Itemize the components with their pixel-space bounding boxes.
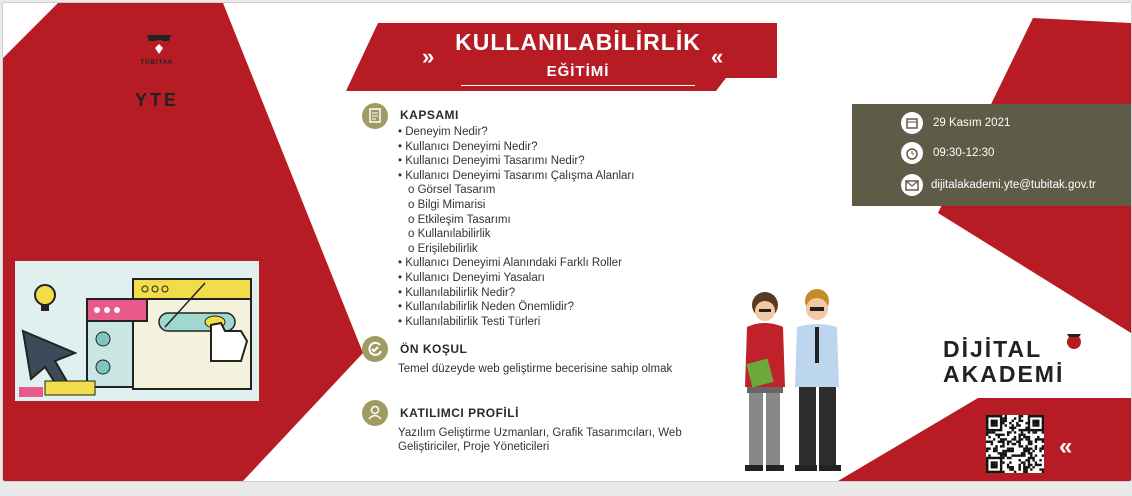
usability-illustration: [15, 261, 259, 401]
kapsam-list: [398, 125, 634, 329]
qr-code: [986, 415, 1044, 473]
kapsam-list-item: o Görsel Tasarım: [408, 184, 496, 197]
kapsam-list-item: • Kullanılabilirlik Neden Önemlidir?: [398, 301, 574, 314]
kapsam-list-item: • Kullanılabilirlik Testi Türleri: [398, 315, 541, 328]
right-bottom-red-shape: [838, 398, 1131, 481]
kapsam-list-item: o Bilgi Mimarisi: [408, 198, 486, 211]
refresh-check-icon: [362, 336, 388, 362]
chevron-left-icon: «: [1059, 433, 1073, 460]
dijital-akademi-logo-line2: AKADEMİ: [943, 361, 1065, 387]
mail-icon: [901, 174, 923, 196]
kapsam-list-item: o Kullanılabilirlik: [408, 228, 491, 241]
kapsam-list-item: • Kullanılabilirlik Nedir?: [398, 286, 516, 299]
kapsam-list-item: • Kullanıcı Deneyimi Yasaları: [398, 271, 545, 284]
tubitak-logo-icon: [143, 31, 175, 61]
onkosul-heading: ÖN KOŞUL: [400, 342, 468, 356]
kapsam-list-item: • Kullanıcı Deneyimi Nedir?: [398, 140, 538, 153]
dijital-akademi-logo-line1: DİJİTAL: [943, 336, 1043, 362]
person-card-icon: [362, 400, 388, 426]
onkosul-text: Temel düzeyde web geliştirme becerisine sahip olmak: [398, 363, 673, 375]
kapsam-list-item: • Kullanıcı Deneyimi Tasarımı Çalışma Alanları: [398, 169, 635, 182]
kapsam-list-item: • Deneyim Nedir?: [398, 126, 488, 138]
kapsam-heading: KAPSAMI: [400, 108, 459, 122]
logo-bilgem-text: BİLGEM: [109, 66, 209, 89]
event-time: 09:30-12:30: [933, 147, 995, 159]
event-date: 29 Kasım 2021: [933, 117, 1011, 129]
logo-yte-text: YTE: [134, 90, 179, 110]
kapsam-list-item: o Erişilebilirlik: [408, 242, 478, 255]
title-underline: [461, 85, 695, 86]
katilimci-heading: KATILIMCI PROFİLİ: [400, 406, 519, 420]
title-sub: EĞİTİMİ: [546, 63, 610, 80]
calendar-icon: [901, 112, 923, 134]
kapsam-list-item: o Etkileşim Tasarımı: [408, 213, 511, 226]
chevron-right-icon: »: [422, 44, 435, 69]
document-icon: [362, 103, 388, 129]
people-illustration: [733, 287, 853, 477]
kapsam-list-item: • Kullanıcı Deneyimi Tasarımı Nedir?: [398, 155, 585, 168]
dijital-akademi-emblem-icon: [1064, 331, 1084, 351]
event-email: dijitalakademi.yte@tubitak.gov.tr: [931, 179, 1096, 191]
banner-page: [2, 2, 1132, 482]
clock-icon: [901, 142, 923, 164]
logo-tubitak-text: TÜBİTAK: [140, 60, 174, 66]
katilimci-text: Yazılım Geliştirme Uzmanları, Grafik Tasarımcıları, Web Geliştiriciler, Proje Yöneticileri: [398, 427, 682, 453]
kapsam-list-item: • Kullanıcı Deneyimi Alanındaki Farklı Roller: [398, 257, 622, 270]
title-main: KULLANILABİLİRLİK: [455, 29, 701, 55]
chevron-left-icon: «: [711, 44, 724, 69]
